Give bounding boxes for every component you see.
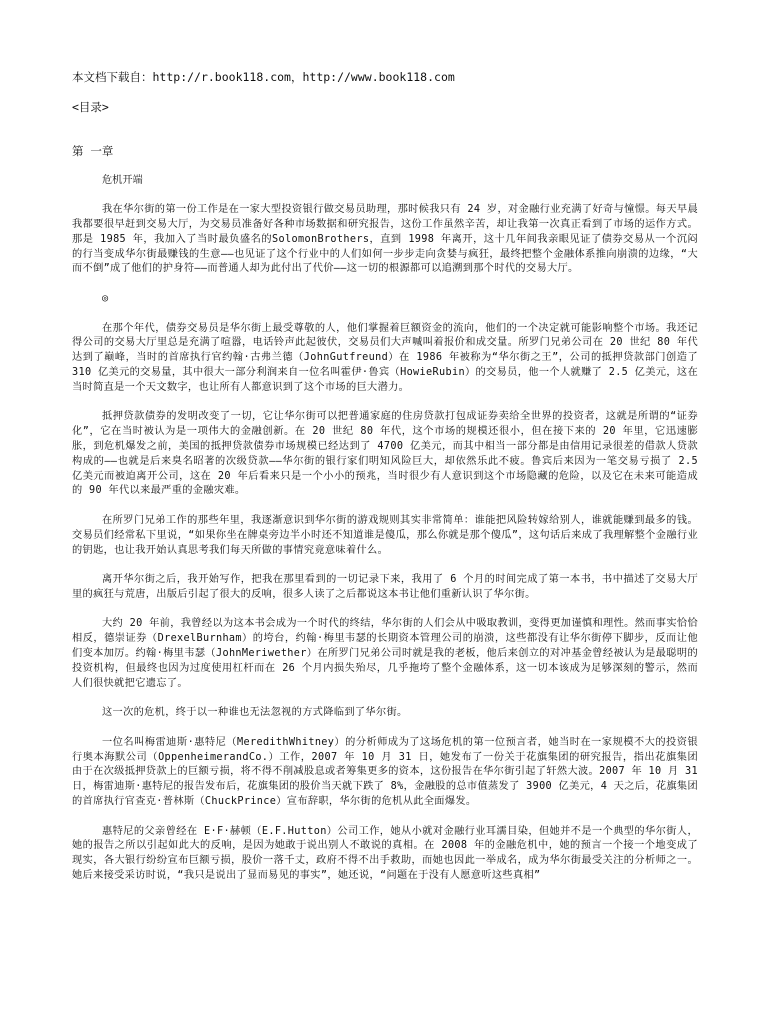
paragraph-6: 大约 20 年前，我曾经以为这本书会成为一个时代的终结，华尔街的人们会从中吸取教训，变得更加谨慎和理性。然而事实恰恰相反，德崇证券（DrexelBurnham）的垮台，约翰·梅里韦瑟的长期资本管理公司的崩溃，这些都没有让华尔街停下脚步，反而让他们变本加厉。约翰·梅里韦瑟（JohnMeriwether）在所罗门兄弟公司时就是我的老板，他后来创立的对冲基金曾经被认为是最聪明的投资机构，但最终也因为过度使用杠杆而在 26 个月内损失殆尽，几乎拖垮了整个金融体系，这一切本该成为足够深刻的警示，然而人们很快就把它遗忘了。	[72, 618, 698, 689]
chapter-subheading: 危机开端	[102, 174, 143, 186]
table-of-contents-link[interactable]: <目录>	[72, 99, 109, 114]
source-line: 本文档下载自：http://r.book118.com，http://www.book118.com	[72, 70, 455, 84]
paragraph-3: 抵押贷款债券的发明改变了一切，它让华尔街可以把普通家庭的住房贷款打包成证券卖给全世界的投资者，这就是所谓的“证券化”，它在当时被认为是一项伟大的金融创新。在 20 世纪 80 年代，这个市场的规模还很小，但在接下来的 20 年里，它迅速膨胀，到危机爆发之前，美国的抵押贷款债券市场规模已经达到了 4700 亿美元，而其中相当一部分都是由信用记录很差的借款人贷款构成的——也就是后来臭名昭著的次级贷款——华尔街的银行家们明知风险巨大，却依然乐此不疲。鲁宾后来因为一笔交易亏损了 2.5 亿美元而被迫离开公司，这在 20 年后看来只是一个小小的预兆，当时很少有人意识到这个市场隐藏的危险，以及它在未来可能造成的 90 年代以来最严重的金融灾难。	[72, 411, 698, 497]
paragraph-4: 在所罗门兄弟工作的那些年里，我逐渐意识到华尔街的游戏规则其实非常简单：谁能把风险转嫁给别人，谁就能赚到最多的钱。交易员们经常私下里说，“如果你坐在牌桌旁边半小时还不知道谁是傻瓜，那么你就是那个傻瓜”，这句话后来成了我理解整个金融行业的钥匙，也让我开始认真思考我们每天所做的事情究竟意味着什么。	[72, 514, 698, 556]
paragraph-2: 在那个年代，债券交易员是华尔街上最受尊敬的人，他们掌握着巨额资金的流向，他们的一个决定就可能影响整个市场。我还记得公司的交易大厅里总是充满了喧嚣，电话铃声此起彼伏，交易员们大声喊叫着报价和成交量。所罗门兄弟公司在 20 世纪 80 年代达到了巅峰，当时的首席执行官约翰·古弗兰德（JohnGutfreund）在 1986 年被称为“华尔街之王”，公司的抵押贷款部门创造了 310 亿美元的交易量，其中很大一部分利润来自一位名叫霍伊·鲁宾（HowieRubin）的交易员，他一个人就赚了 2.5 亿美元，这在当时简直是一个天文数字，也让所有人都意识到了这个市场的巨大潜力。	[72, 322, 698, 393]
symbol-line: ◎	[102, 292, 109, 304]
chapter-heading: 第 一章	[72, 143, 114, 158]
paragraph-7: 这一次的危机，终于以一种谁也无法忽视的方式降临到了华尔街。	[102, 707, 408, 719]
paragraph-8: 一位名叫梅雷迪斯·惠特尼（MeredithWhitney）的分析师成为了这场危机的第一位预言者，她当时在一家规模不大的投资银行奥本海默公司（OppenheimerandCo.）工作，2007 年 10 月 31 日，她发布了一份关于花旗集团的研究报告，指出花旗集团由于在次级抵押贷款上的巨额亏损，将不得不削减股息或者筹集更多的资本，这份报告在华尔街引起了轩然大波。2007 年 10 月 31 日，梅雷迪斯·惠特尼的报告发布后，花旗集团的股价当天就下跌了 8%，金融股的总市值蒸发了 3900 亿美元，4 天之后，花旗集团的首席执行官查克·普林斯（ChuckPrince）宣布辞职，华尔街的危机从此全面爆发。	[72, 736, 698, 808]
paragraph-5: 离开华尔街之后，我开始写作，把我在那里看到的一切记录下来，我用了 6 个月的时间完成了第一本书，书中描述了交易大厅里的疯狂与荒唐，出版后引起了很大的反响，很多人读了之后都说这本书让他们重新认识了华尔街。	[72, 574, 698, 600]
paragraph-1: 我在华尔街的第一份工作是在一家大型投资银行做交易员助理，那时候我只有 24 岁，对金融行业充满了好奇与憧憬。每天早晨我都要很早赶到交易大厅，为交易员准备好各种市场数据和研究报告，这份工作虽然辛苦，却让我第一次真正看到了市场的运作方式。那是 1985 年，我加入了当时最负盛名的SolomonBrothers，直到 1998 年离开，这十几年间我亲眼见证了债券交易从一个沉闷的行当变成华尔街最赚钱的生意——也见证了这个行业中的人们如何一步步走向贪婪与疯狂，最终把整个金融体系推向崩溃的边缘，“大而不倒”成了他们的护身符——而普通人却为此付出了代价——这一切的根源都可以追溯到那个时代的交易大厅。	[72, 204, 698, 275]
document-page	[72, 70, 698, 899]
paragraph-9: 惠特尼的父亲曾经在 E·F·赫顿（E.F.Hutton）公司工作，她从小就对金融行业耳濡目染，但她并不是一个典型的华尔街人，她的报告之所以引起如此大的反响，是因为她敢于说出别人不敢说的真相。在 2008 年的金融危机中，她的预言一个接一个地变成了现实，各大银行纷纷宣布巨额亏损，股价一落千丈，政府不得不出手救助，而她也因此一举成名，成为华尔街最受关注的分析师之一。她后来接受采访时说，“我只是说出了显而易见的事实”，她还说，“问题在于没有人愿意听这些真相”	[72, 825, 698, 882]
